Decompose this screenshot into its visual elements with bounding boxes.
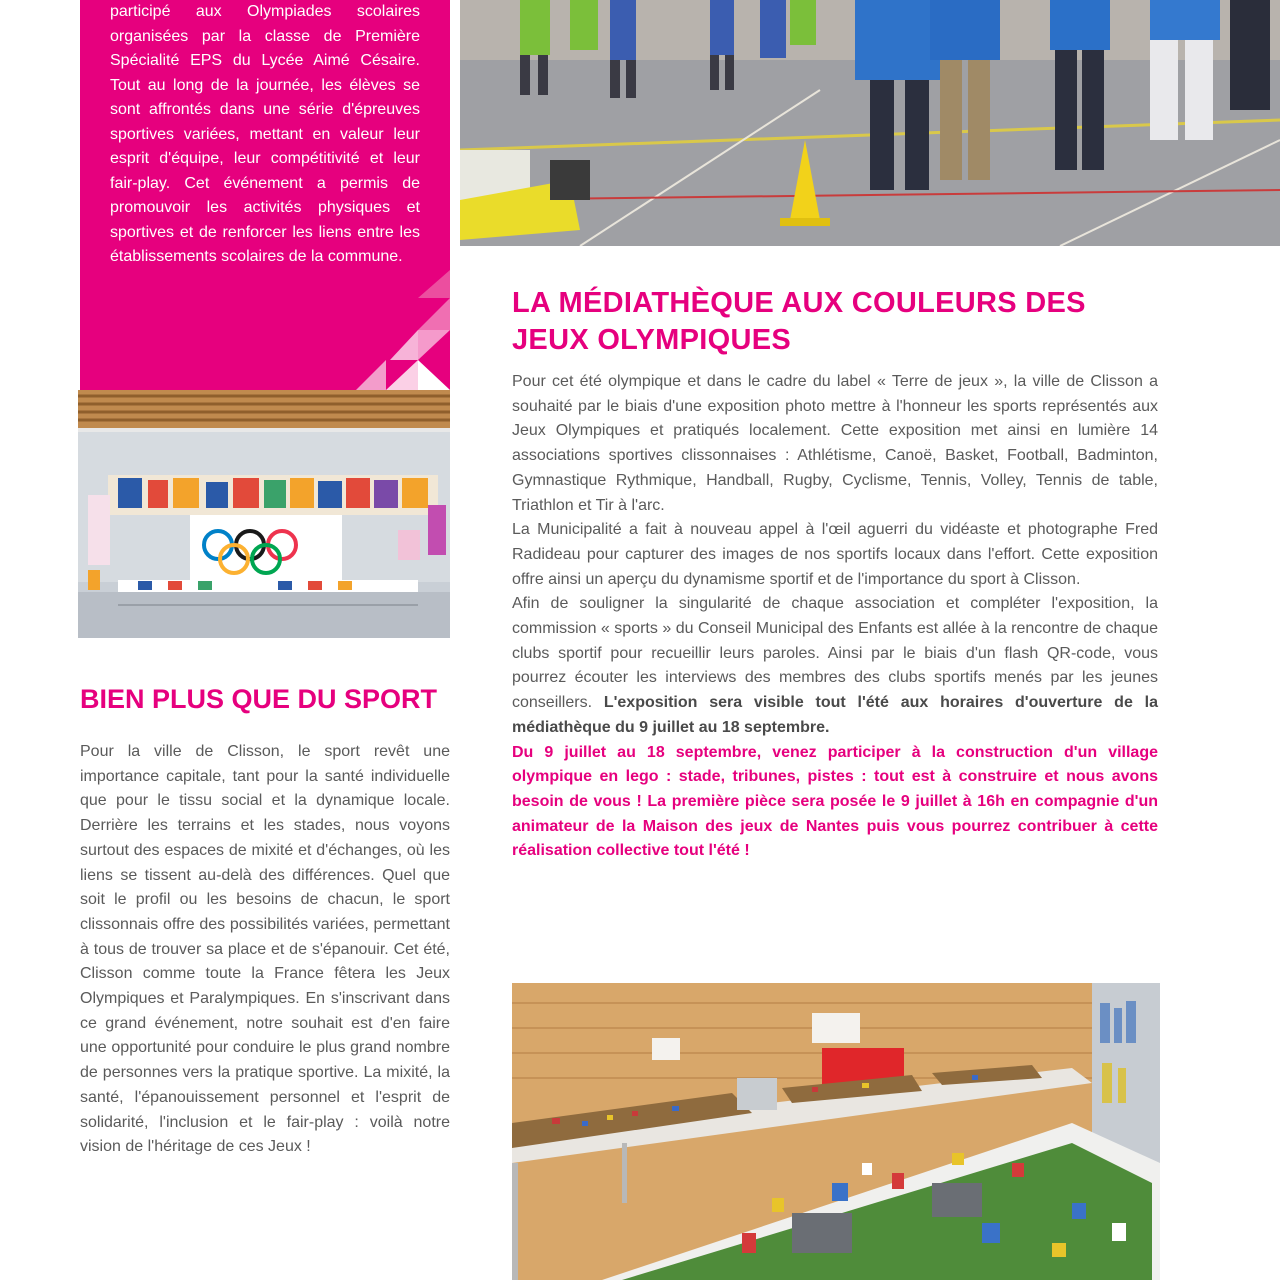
mediatheque-paragraph-1: Pour cet été olympique et dans le cadre du label « Terre de jeux », la ville de Clisson a souhaité par le biais d'une exposition photo mettre à l'honneur les sports représentés aux Jeux Olympiques et pratiqués localement. Cette exposition met ainsi en lumière 14 associations sportives clissonnaises : Athlétisme, Canoë, Basket, Football, Badminton, Gymnastique Rythmique, Handball, Rugby, Cyclisme, Tennis, Volley, Tennis de table, Triathlon et Tir à l'arc. [512, 373, 1158, 514]
mediatheque-section-title: LA MÉDIATHÈQUE AUX COULEURS DES JEUX OLYMPIQUES [512, 287, 1086, 356]
pink-intro-box [80, 0, 450, 390]
pink-intro-text: participé aux Olympiades scolaires organisées par la classe de Première Spécialité EPS du Lycée Aimé Césaire. Tout au long de la journée, les élèves se sont affrontés dans une série d'épreuves sportives variées, mettant en valeur leur esprit d'équipe, leur compétitivité et leur fair-play. Cet événement a permis de promouvoir les activités physiques et sportives et de renforcer les liens entre les établissements scolaires de la commune. [110, 3, 420, 265]
lego-village-announcement: Du 9 juillet au 18 septembre, venez participer à la construction d'un village olympique en lego : stade, tribunes, pistes : tout est à construire et nous avons besoin de vous ! La première pièce sera posée le 9 juillet à 16h en compagnie d'un animateur de la Maison des jeux de Nantes puis vous pourrez contribuer à cette réalisation collective tout l'été ! [512, 743, 1158, 860]
sport-section-body: Pour la ville de Clisson, le sport revêt une importance capitale, tant pour la santé individuelle que pour le tissu social et la dynamique locale. Derrière les terrains et les stades, nous voyons surtout des espaces de mixité et d'échanges, où les liens se tissent au-delà des différences. Quel que soit le profil ou les besoins de chacun, le sport clissonnais offre des possibilités variées, permettant à tous de trouver sa place et de s'épanouir. Cet été, Clisson comme toute la France fêtera les Jeux Olympiques et Paralympiques. En s'inscrivant dans ce grand événement, notre souhait est d'en faire une opportunité pour conduire le plus grand nombre de personnes vers la pratique sportive. La mixité, la santé, l'épanouissement personnel et l'esprit de solidarité, l'inclusion et le fair-play : voilà notre vision de l'héritage de ces Jeux ! [80, 743, 450, 1156]
lego-village-photo [512, 983, 1160, 1280]
olympic-rings-exhibition-photo [78, 390, 450, 638]
mediatheque-paragraph-3-regular: Afin de souligner la singularité de chaque association et compléter l'exposition, la commission « sports » du Conseil Municipal des Enfants est allée à la rencontre de chaque clubs sportif pour recueillir leurs paroles. Ainsi par le biais d'un flash QR-code, vous pourrez écouter les interviews des membres des clubs sportifs menés par les jeunes conseillers. [512, 595, 1158, 712]
exhibition-dates-bold: L'exposition sera visible tout l'été aux horaires d'ouverture de la médiathèque du 9 juillet au 18 septembre. [512, 694, 1158, 736]
sport-section-title: BIEN PLUS QUE DU SPORT [80, 684, 438, 714]
mediatheque-paragraph-3 [512, 592, 1158, 740]
mediatheque-paragraph-2: La Municipalité a fait à nouveau appel à l'œil aguerri du vidéaste et photographe Fred Radideau pour capturer des images de nos sportifs locaux dans l'effort. Cette exposition offre ainsi un aperçu du dynamisme sportif et de l'importance du sport à Clisson. [512, 521, 1158, 588]
gym-olympiades-photo [460, 0, 1280, 246]
mediatheque-section-body [512, 370, 1158, 864]
